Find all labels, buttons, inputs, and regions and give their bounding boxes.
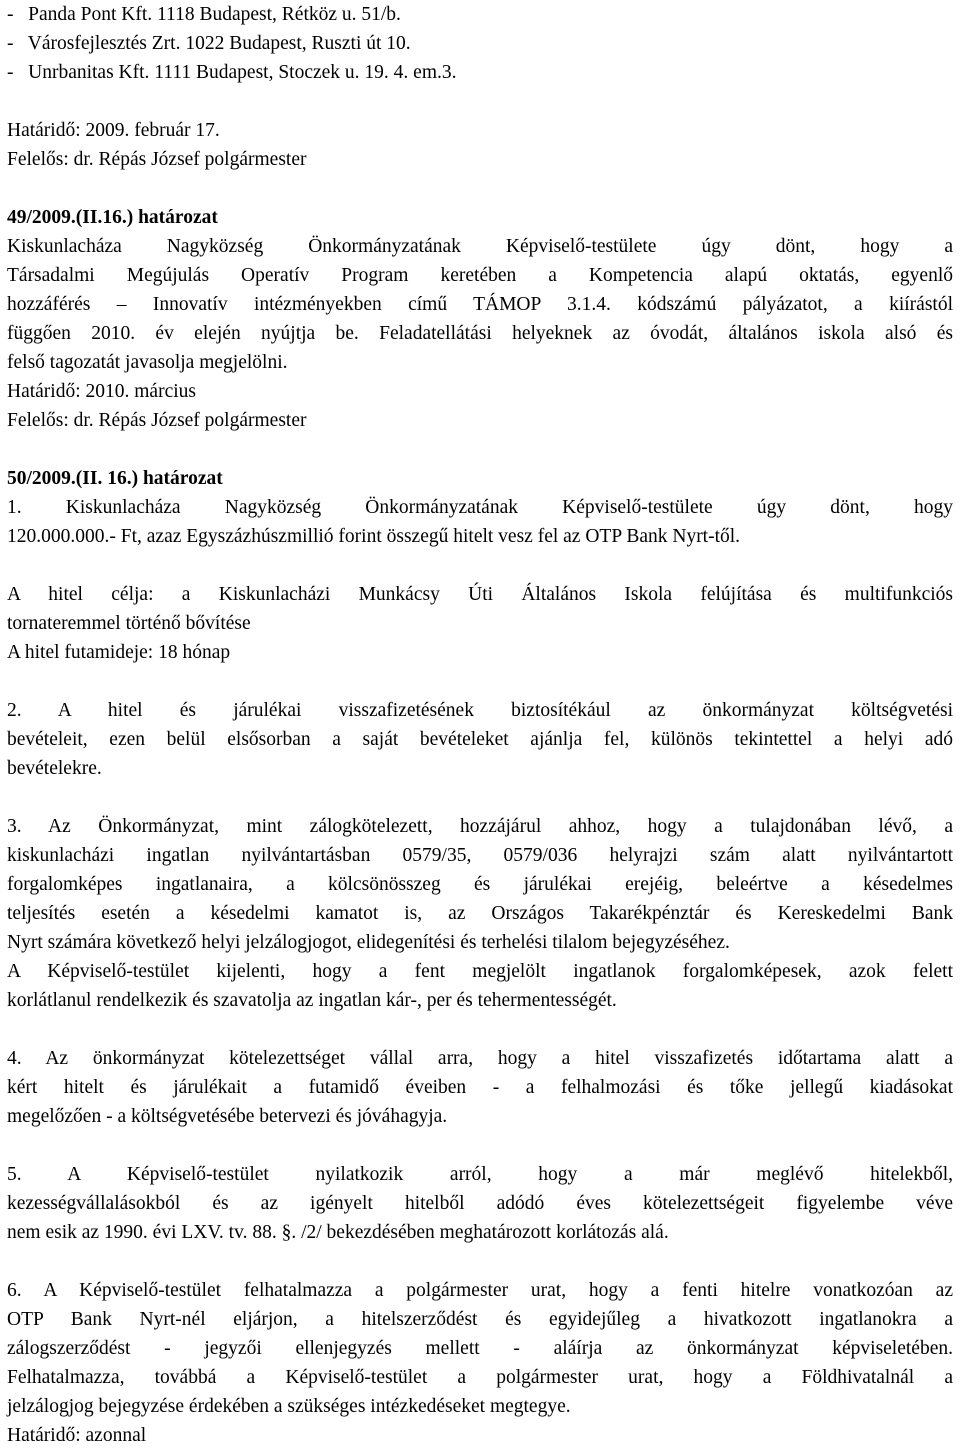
paragraph-6-line: 6. A Képviselő-testület felhatalmazza a polgármester urat, hogy a fenti hitelre vonatkozóan az bbox=[7, 1280, 953, 1301]
paragraph-3b-line: A Képviselő-testület kijelenti, hogy a fent megjelölt ingatlanok forgalomképesek, azok felett bbox=[7, 961, 953, 982]
paragraph-3b-line: korlátlanul rendelkezik és szavatolja az ingatlan kár-, per és tehermentességét. bbox=[7, 990, 617, 1011]
resolution-title: 49/2009.(II.16.) határozat bbox=[7, 207, 218, 228]
paragraph-6-line: Felhatalmazza, továbbá a Képviselő-testület a polgármester urat, hogy a Földhivatalnál a bbox=[7, 1367, 953, 1388]
paragraph-1-line: 1. Kiskunlacháza Nagyközség Önkormányzatának Képviselő-testülete úgy dönt, hogy bbox=[7, 497, 953, 518]
recipient-item: - Unrbanitas Kft. 1111 Budapest, Stoczek u. 19. 4. em.3. bbox=[7, 62, 457, 83]
paragraph-6-line: OTP Bank Nyrt-nél eljárjon, a hitelszerződést és egyidejűleg a hivatkozott ingatlanokra a bbox=[7, 1309, 953, 1330]
paragraph-2-line: bevételekre. bbox=[7, 758, 102, 779]
deadline: Határidő: 2009. február 17. bbox=[7, 120, 220, 141]
resolution-text-line: hozzáférés – Innovatív intézményekben című TÁMOP 3.1.4. kódszámú pályázatot, a kiírástól bbox=[7, 294, 953, 315]
paragraph-4-line: kért hitelt és járulékait a futamidő éveiben - a felhalmozási és tőke jellegű kiadásokat bbox=[7, 1077, 953, 1098]
resolution-text-line: függően 2010. év elején nyújtja be. Feladatellátási helyeknek az óvodát, általános iskola alsó és bbox=[7, 323, 953, 344]
paragraph-3-line: kiskunlacházi ingatlan nyilvántartásban 0579/35, 0579/036 helyrajzi szám alatt nyilvántartott bbox=[7, 845, 953, 866]
recipient-item: - Városfejlesztés Zrt. 1022 Budapest, Ruszti út 10. bbox=[7, 33, 411, 54]
recipient-item: - Panda Pont Kft. 1118 Budapest, Rétköz u. 51/b. bbox=[7, 4, 401, 25]
paragraph-2-line: 2. A hitel és járulékai visszafizetésének biztosítékául az önkormányzat költségvetési bbox=[7, 700, 953, 721]
responsible: Felelős: dr. Répás József polgármester bbox=[7, 410, 307, 431]
deadline: Határidő: azonnal bbox=[7, 1425, 147, 1446]
loan-purpose: tornateremmel történő bővítése bbox=[7, 613, 251, 634]
resolution-text-line: Társadalmi Megújulás Operatív Program keretében a Kompetencia alapú oktatás, egyenlő bbox=[7, 265, 953, 286]
resolution-text-line: felső tagozatát javasolja megjelölni. bbox=[7, 352, 288, 373]
paragraph-3-line: 3. Az Önkormányzat, mint zálogkötelezett, hozzájárul ahhoz, hogy a tulajdonában lévő, a bbox=[7, 816, 953, 837]
resolution-text-line: Kiskunlacháza Nagyközség Önkormányzatának Képviselő-testülete úgy dönt, hogy a bbox=[7, 236, 953, 257]
paragraph-5-line: kezességvállalásokból és az igényelt hitelből adódó éves kötelezettségeit figyelembe véve bbox=[7, 1193, 953, 1214]
paragraph-6-line: zálogszerződést - jegyzői ellenjegyzés mellett - aláírja az önkormányzat képviseletében. bbox=[7, 1338, 953, 1359]
paragraph-5-line: nem esik az 1990. évi LXV. tv. 88. §. /2/ bekezdésében meghatározott korlátozás alá. bbox=[7, 1222, 669, 1243]
paragraph-5-line: 5. A Képviselő-testület nyilatkozik arról, hogy a már meglévő hitelekből, bbox=[7, 1164, 953, 1185]
paragraph-2-line: bevételeit, ezen belül elsősorban a saját bevételeket ajánlja fel, különös tekintettel a helyi adó bbox=[7, 729, 953, 750]
loan-purpose: A hitel célja: a Kiskunlacházi Munkácsy Úti Általános Iskola felújítása és multifunkciós bbox=[7, 584, 953, 605]
paragraph-4-line: 4. Az önkormányzat kötelezettséget vállal arra, hogy a hitel visszafizetés időtartama alatt a bbox=[7, 1048, 953, 1069]
paragraph-3-line: forgalomképes ingatlanaira, a kölcsönösszeg és járulékai erejéig, beleértve a késedelmes bbox=[7, 874, 953, 895]
paragraph-3-line: teljesítés esetén a késedelmi kamatot is, az Országos Takarékpénztár és Kereskedelmi Bank bbox=[7, 903, 953, 924]
loan-term: A hitel futamideje: 18 hónap bbox=[7, 642, 231, 663]
paragraph-1-line: 120.000.000.- Ft, azaz Egyszázhúszmillió forint összegű hitelt vesz fel az OTP Bank Nyrt-től. bbox=[7, 526, 741, 547]
document-page bbox=[7, 0, 953, 1450]
paragraph-6-line: jelzálogjog bejegyzése érdekében a szükséges intézkedéseket megtegye. bbox=[7, 1396, 571, 1417]
responsible: Felelős: dr. Répás József polgármester bbox=[7, 149, 307, 170]
deadline: Határidő: 2010. március bbox=[7, 381, 196, 402]
resolution-title: 50/2009.(II. 16.) határozat bbox=[7, 468, 223, 489]
paragraph-4-line: megelőzően - a költségvetésébe betervezi és jóváhagyja. bbox=[7, 1106, 448, 1127]
paragraph-3-line: Nyrt számára következő helyi jelzálogjogot, elidegenítési és terhelési tilalom bejegyzéséhez. bbox=[7, 932, 730, 953]
